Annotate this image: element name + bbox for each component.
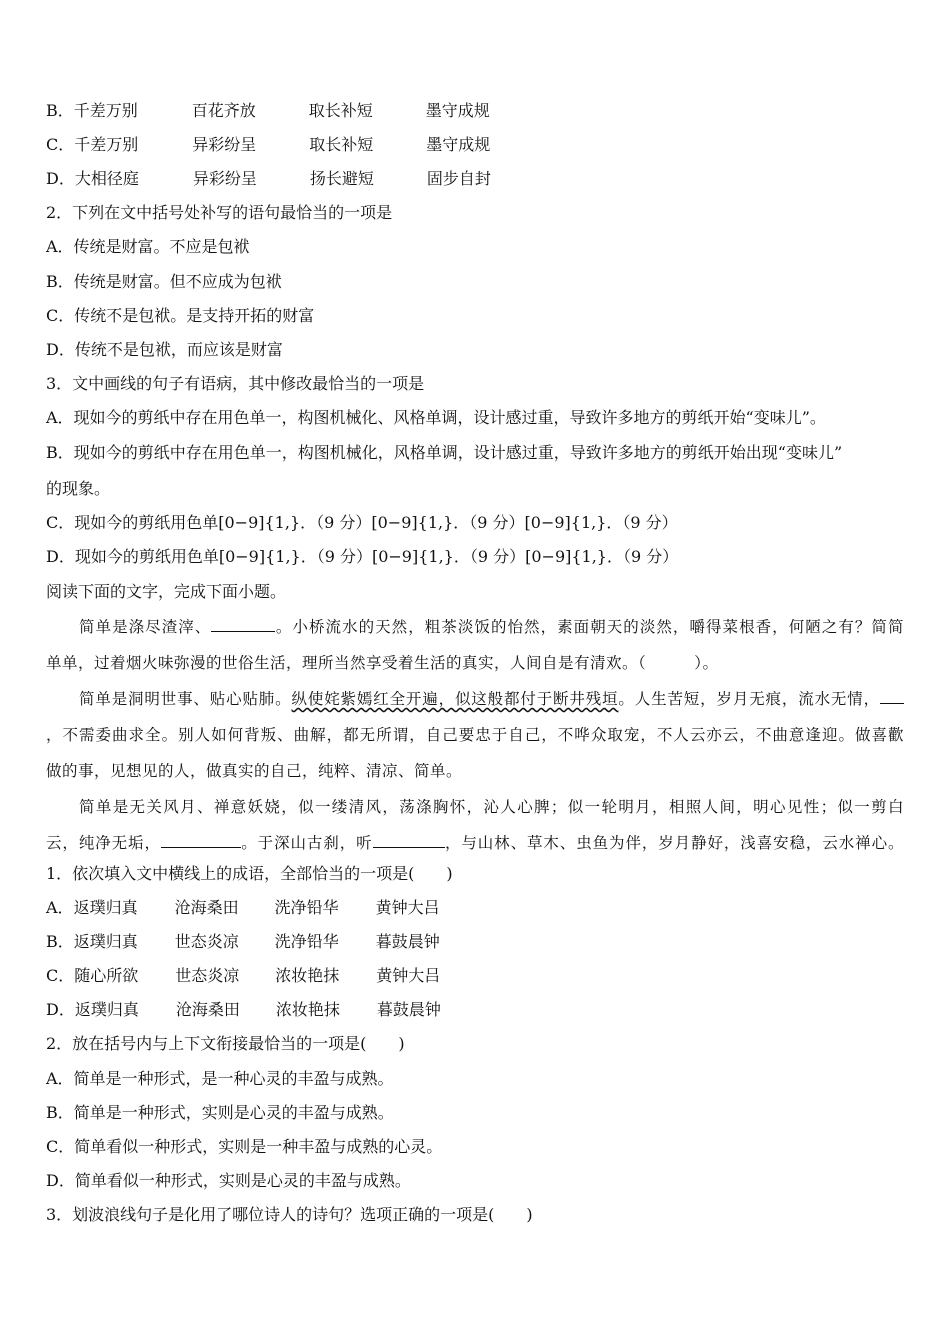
option-item: 浓妆艳抹 — [275, 1000, 340, 1019]
q3-option-c: C．现如今的剪纸用色单[0−9]{1,}．（9 分）[0−9]{1,}．（9 分）[0−9]{1,}．（9 分） — [46, 513, 678, 532]
s2-q2-option-d: D．简单看似一种形式，实则是心灵的丰盈与成熟。 — [46, 1171, 411, 1190]
option-item: 沧海桑田 — [174, 898, 239, 917]
option-item: 返璞归真 — [74, 1000, 139, 1019]
question-2: 2．下列在文中括号处补写的语句最恰当的一项是 — [46, 203, 393, 222]
option-item: 百花齐放 — [191, 101, 256, 120]
passage-paragraph-2-end: 做的事，见想见的人，做真实的自己，纯粹、清凉、简单。 — [46, 762, 463, 780]
option-item: 千差万别 — [74, 135, 139, 154]
s2-q1-option-b — [46, 931, 440, 953]
q3-option-a: A．现如今的剪纸中存在用色单一，构图机械化、风格单调，设计感过重，导致许多地方的剪纸开始“变味儿”。 — [46, 408, 826, 427]
option-item: 暮鼓晨钟 — [375, 932, 440, 951]
q2-option-a: A．传统是财富。不应是包袱 — [46, 237, 250, 256]
passage-text: 。于深山古刹，听 — [240, 834, 373, 852]
option-label: D． — [46, 169, 75, 188]
s2-question-1: 1．依次填入文中横线上的成语，全部恰当的一项是( ) — [46, 864, 453, 883]
option-item: 异彩纷呈 — [192, 135, 257, 154]
question-3: 3．文中画线的句子有语病，其中修改最恰当的一项是 — [46, 374, 425, 393]
passage-paragraph-3: 简单是无关风月、禅意妖娆，似一缕清风，荡涤胸怀，沁人心脾；似一轮明月，相照人间，明心见性；似一剪白 — [79, 798, 904, 816]
option-d-row — [46, 168, 491, 190]
option-label: A． — [46, 898, 74, 917]
q3-option-b: B．现如今的剪纸中存在用色单一，构图机械化，风格单调，设计感过重，导致许多地方的剪纸开始出现“变味儿” — [46, 443, 843, 462]
s2-q2-option-b: B．简单是一种形式，实则是心灵的丰盈与成熟。 — [46, 1103, 394, 1122]
wavy-underlined-sentence: 纵使姹紫嫣红全开遍，似这般都付于断井残垣 — [291, 690, 619, 708]
passage-paragraph-1-cont: 单单，过着烟火味弥漫的世俗生活，理所当然享受着生活的真实，人间自是有清欢。（ ）。 — [46, 654, 719, 672]
option-item: 沧海桑田 — [175, 1000, 240, 1019]
option-item: 返璞归真 — [73, 932, 138, 951]
option-item: 取长补短 — [308, 101, 373, 120]
option-item: 世态炎凉 — [175, 966, 240, 985]
s2-q2-option-a: A．简单是一种形式，是一种心灵的丰盈与成熟。 — [46, 1069, 394, 1088]
option-item: 黄钟大吕 — [376, 966, 441, 985]
option-item: 异彩纷呈 — [192, 169, 257, 188]
fill-blank — [373, 833, 445, 848]
option-item: 黄钟大吕 — [375, 898, 440, 917]
q2-option-d: D．传统不是包袱，而应该是财富 — [46, 340, 283, 359]
s2-q1-option-a — [46, 897, 440, 919]
passage-text: 云，纯净无垢， — [46, 834, 161, 852]
passage-paragraph-1 — [46, 609, 904, 645]
option-item: 随心所欲 — [74, 966, 139, 985]
fill-blank — [161, 833, 241, 848]
passage-text: 。小桥流水的天然，粗茶淡饭的怡然，素面朝天的淡然，嚼得菜根香，何陋之有？简简 — [275, 618, 904, 636]
option-c-row — [46, 134, 490, 156]
s2-q1-option-c — [46, 965, 440, 987]
passage-paragraph-2-cont: ，不需委曲求全。别人如何背叛、曲解，都无所谓，自己要忠于自己，不哗众取宠，不人云亦云，不曲意逢迎。做喜歡 — [46, 726, 904, 744]
s2-q2-option-c: C．简单看似一种形式，实则是一种丰盈与成熟的心灵。 — [46, 1137, 443, 1156]
option-item: 洗净铅华 — [274, 932, 339, 951]
option-label: C． — [46, 966, 75, 985]
option-item: 暮鼓晨钟 — [376, 1000, 441, 1019]
s2-q1-option-d — [46, 999, 441, 1021]
option-item: 浓妆艳抹 — [275, 966, 340, 985]
option-item: 大相径庭 — [74, 169, 139, 188]
option-label: C． — [46, 135, 75, 154]
option-label: D． — [46, 1000, 75, 1019]
option-item: 墨守成规 — [425, 101, 490, 120]
option-item: 取长补短 — [309, 135, 374, 154]
fill-blank — [880, 689, 904, 704]
q3-option-b-cont: 的现象。 — [46, 479, 111, 498]
passage-text: ，与山林、草木、虫鱼为伴，岁月静好，浅喜安稳，云水禅心。 — [444, 834, 904, 852]
q3-option-d: D．现如今的剪纸用色单[0−9]{1,}．（9 分）[0−9]{1,}．（9 分）[0−9]{1,}．（9 分） — [46, 547, 679, 566]
fill-blank — [211, 617, 275, 632]
option-item: 扬长避短 — [309, 169, 374, 188]
passage-text: 。人生苦短，岁月无痕，流水无情， — [618, 690, 880, 708]
option-item: 墨守成规 — [426, 135, 491, 154]
s2-question-3: 3．划波浪线句子是化用了哪位诗人的诗句？选项正确的一项是( ) — [46, 1205, 533, 1224]
option-item: 千差万别 — [73, 101, 138, 120]
passage-text: 简单是洞明世事、贴心贴肺。 — [79, 690, 292, 708]
s2-question-2: 2．放在括号内与上下文衔接最恰当的一项是( ) — [46, 1034, 405, 1053]
passage-paragraph-3-cont — [46, 825, 904, 861]
option-item: 世态炎凉 — [174, 932, 239, 951]
passage-text: 简单是涤尽渣滓、 — [79, 618, 212, 636]
option-item: 洗净铅华 — [274, 898, 339, 917]
q2-option-c: C．传统不是包袱。是支持开拓的财富 — [46, 306, 315, 325]
passage-paragraph-2 — [46, 681, 904, 717]
option-label: B． — [46, 932, 74, 951]
option-item: 固步自封 — [426, 169, 491, 188]
q2-option-b: B．传统是财富。但不应成为包袱 — [46, 272, 282, 291]
option-b-row — [46, 100, 490, 122]
option-item: 返璞归真 — [73, 898, 138, 917]
option-label: B． — [46, 101, 74, 120]
reading-intro: 阅读下面的文字，完成下面小题。 — [46, 582, 287, 601]
